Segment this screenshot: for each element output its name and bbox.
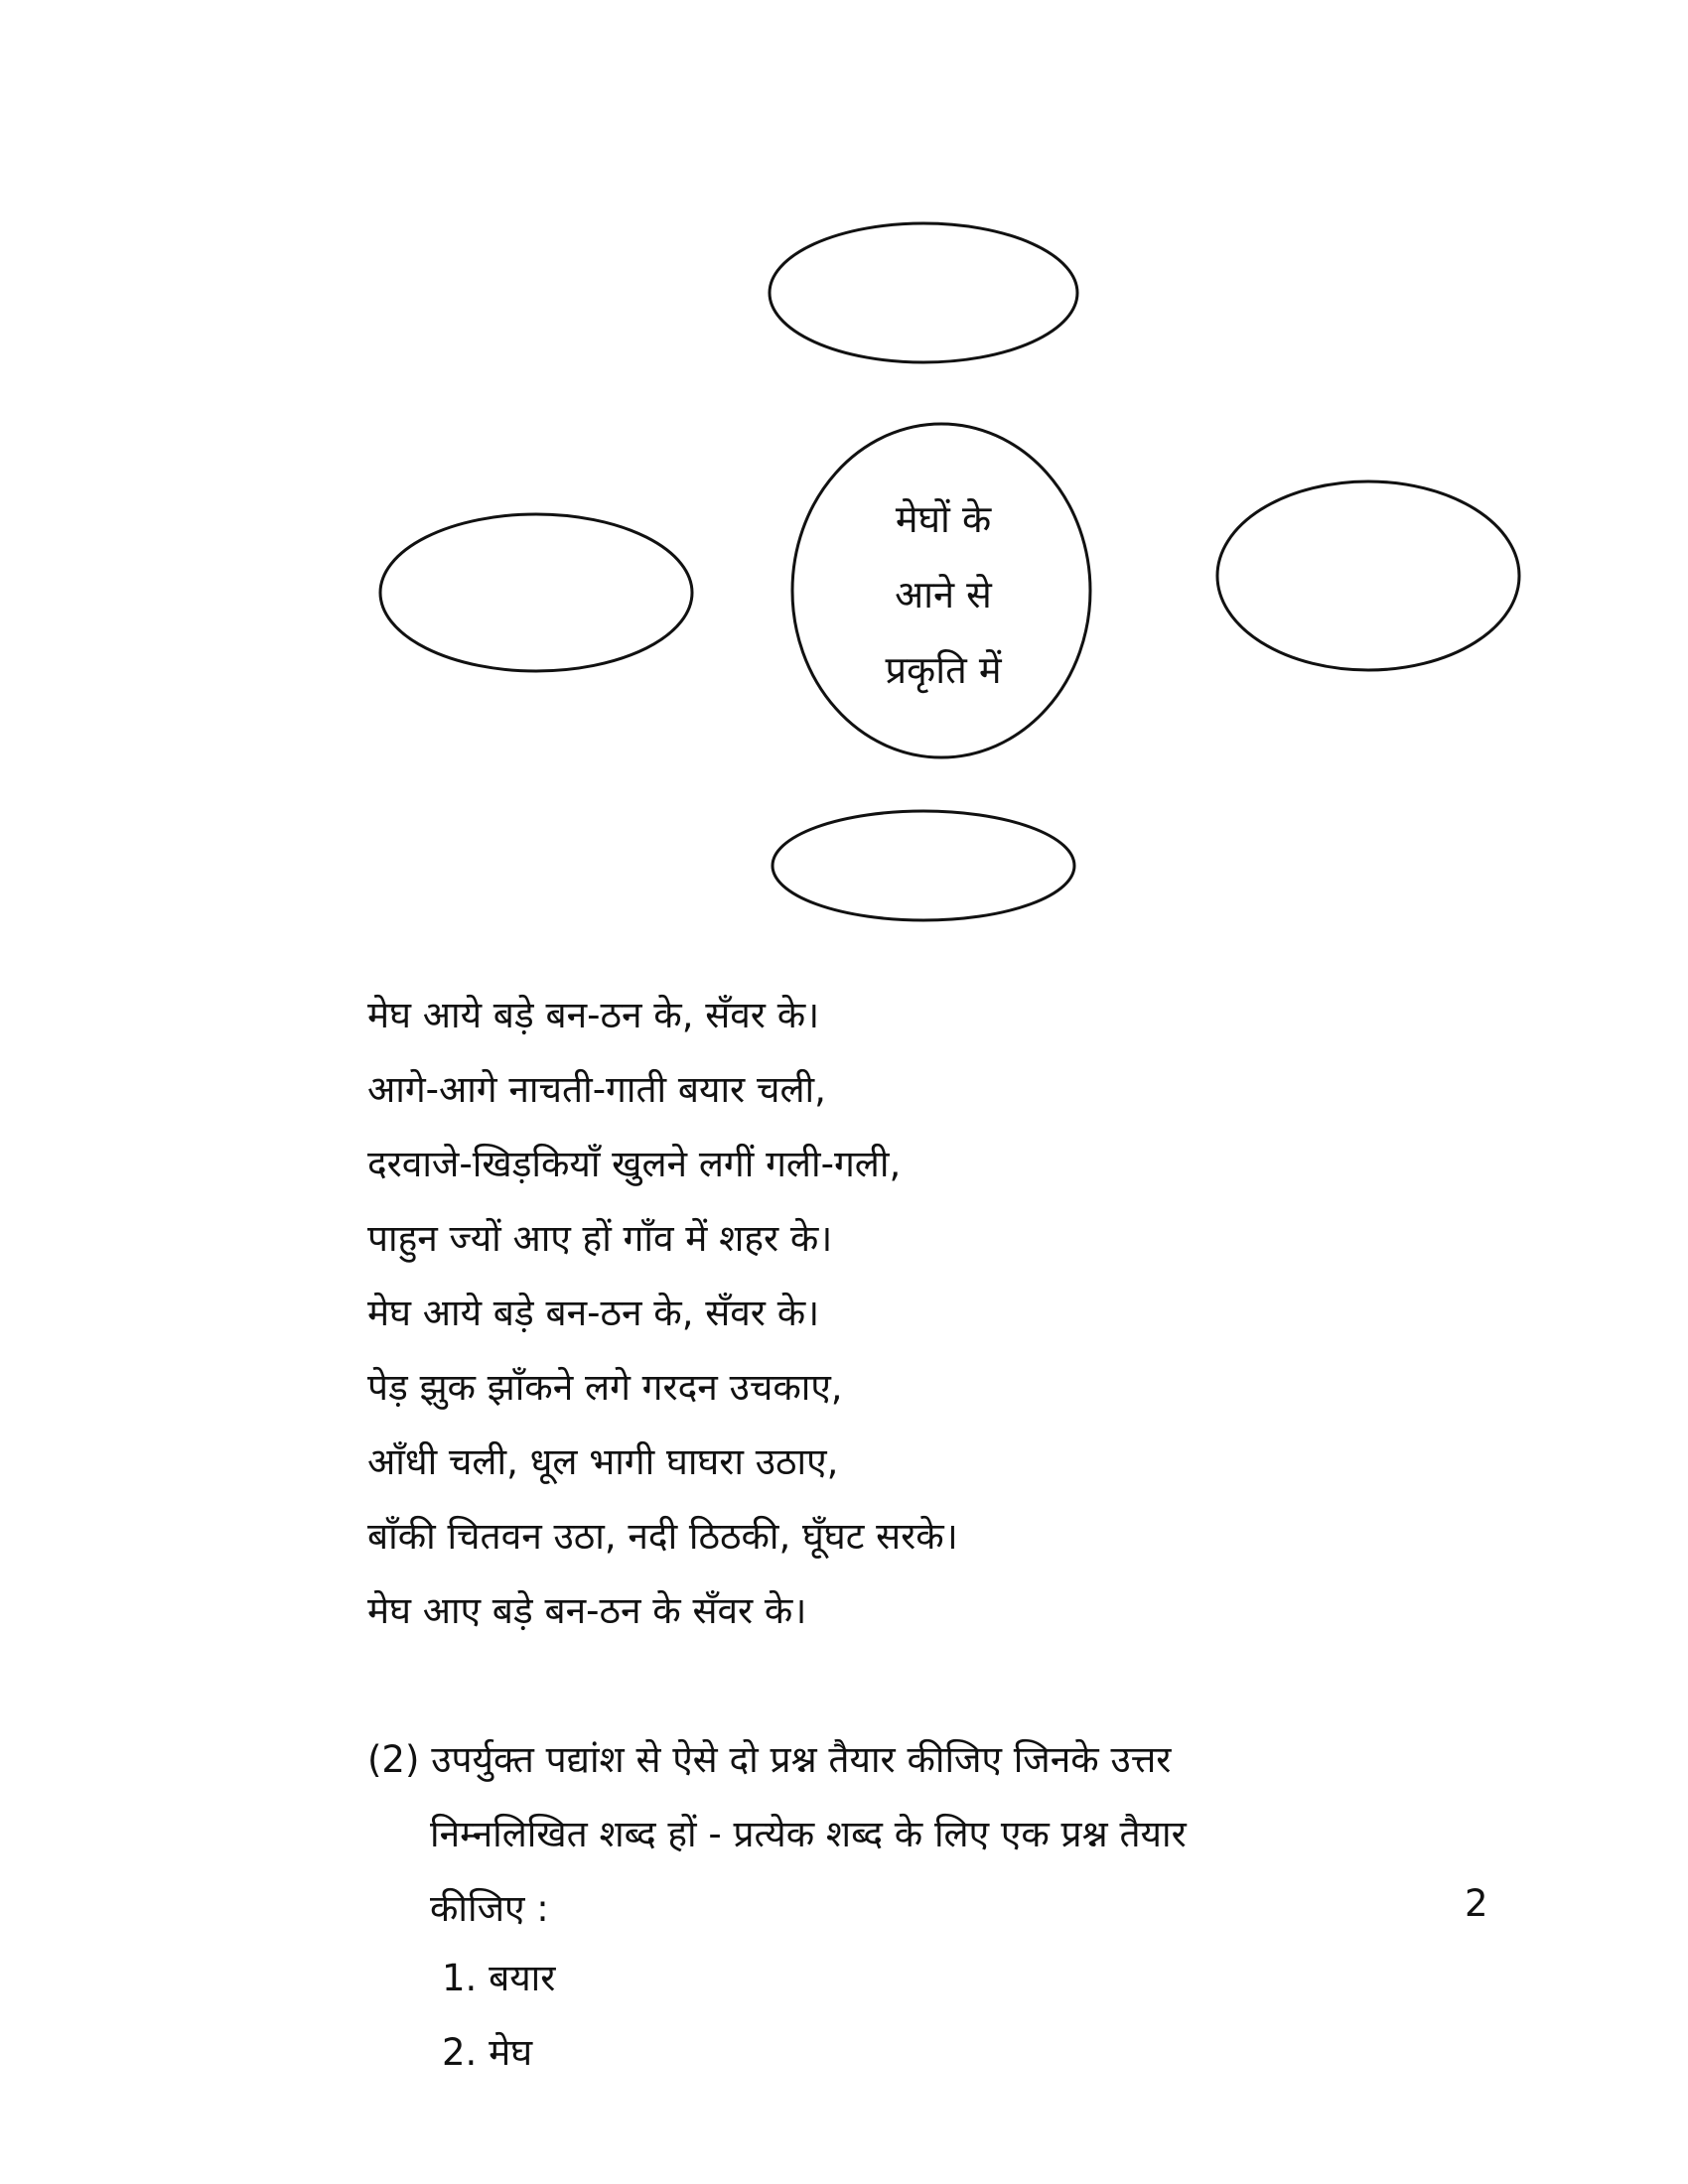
top-answer-oval[interactable] [770, 223, 1077, 362]
answer-words-list [442, 1941, 555, 2090]
poem-line: मेघ आये बड़े बन-ठन के, सँवर के। [367, 994, 820, 1036]
center-line-2: आने से [895, 573, 992, 616]
mind-map-diagram [0, 0, 1688, 953]
poem-line: मेघ आए बड़े बन-ठन के सँवर के। [367, 1589, 807, 1632]
answer-word-item: 2. मेघ [442, 2031, 533, 2074]
poem-line: मेघ आये बड़े बन-ठन के, सँवर के। [367, 1292, 820, 1334]
question-text-line-3: कीजिए : [430, 1887, 549, 1930]
poem-line: पाहुन ज्यों आए हों गाँव में शहर के। [367, 1217, 833, 1260]
question-text-line-1: उपर्युक्त पद्यांश से ऐसे दो प्रश्न तैयार कीजिए जिनके उत्तर [431, 1738, 1172, 1781]
center-oval-text [794, 481, 1092, 708]
right-answer-oval[interactable] [1217, 481, 1519, 670]
poem-stanza [367, 978, 1509, 1648]
center-line-1: मेघों के [895, 497, 992, 541]
poem-line: पेड़ झुक झाँकने लगे गरदन उचकाए, [367, 1366, 843, 1409]
question-2 [367, 1722, 1509, 1946]
mind-map-shapes [0, 0, 1688, 953]
question-marks: 2 [1465, 1882, 1488, 1925]
poem-line: बाँकी चितवन उठा, नदी ठिठकी, घूँघट सरके। [367, 1515, 958, 1558]
question-first-line [367, 1722, 1509, 1797]
bottom-answer-oval[interactable] [773, 811, 1074, 920]
poem-line: आँधी चली, धूल भागी घाघरा उठाए, [367, 1440, 839, 1483]
poem-line: दरवाजे-खिड़कियाँ खुलने लगीं गली-गली, [367, 1143, 902, 1185]
answer-word-item: 1. बयार [442, 1957, 556, 1999]
center-line-3: प्रकृति में [885, 648, 1002, 692]
poem-line: आगे-आगे नाचती-गाती बयार चली, [367, 1068, 826, 1111]
question-text-line-2: निम्नलिखित शब्द हों - प्रत्येक शब्द के लिए एक प्रश्न तैयार [430, 1813, 1187, 1855]
left-answer-oval[interactable] [380, 514, 692, 671]
question-number: (2) [367, 1738, 420, 1781]
